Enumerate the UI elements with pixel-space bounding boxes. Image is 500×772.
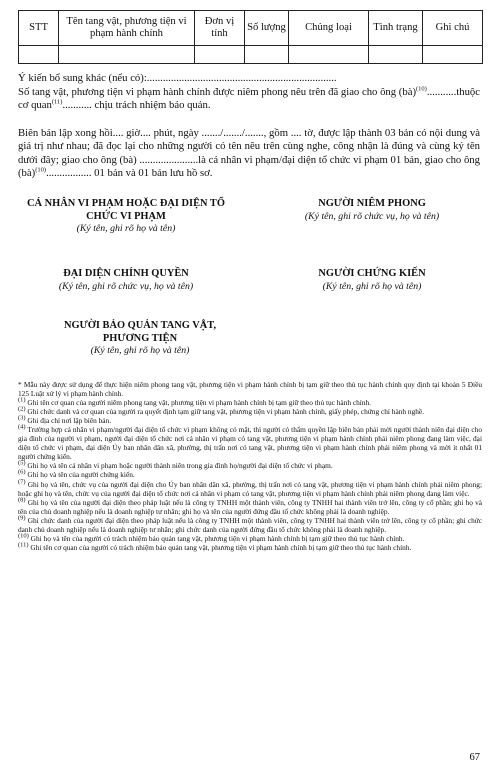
signature-title: NGƯỜI BẢO QUẢN TANG VẬT, PHƯƠNG TIỆN [63, 320, 217, 344]
footnote-item [18, 534, 482, 543]
footnote-item [18, 470, 482, 479]
seized-items-table [18, 10, 483, 64]
col-header-ghi-chu: Ghi chú [423, 11, 483, 46]
footnote-item [18, 425, 482, 461]
signature-block-violator [26, 198, 226, 235]
signature-block-authority [26, 268, 226, 293]
footnote-item [18, 516, 482, 534]
footnote-mark: (10) [18, 532, 29, 540]
footnote-mark: (8) [18, 496, 26, 504]
signature-block-sealer [272, 198, 472, 223]
col-header-chung-loai: Chủng loại [289, 11, 369, 46]
signature-instruction: (Ký tên, ghi rõ chức vụ, họ và tên) [304, 210, 440, 222]
footnote-item [18, 407, 482, 416]
page-number: 67 [469, 752, 480, 763]
signature-title: NGƯỜI CHỨNG KIẾN [318, 268, 426, 279]
footnote-mark: (11) [18, 541, 29, 549]
handover-text-3: ........... chịu trách nhiệm bảo quản. [62, 99, 211, 112]
signature-block-witness [272, 268, 472, 293]
handover-text-1: Số tang vật, phương tiện vi phạm hành chính được niêm phong nêu trên đã giao cho ông (bà) [18, 86, 417, 98]
footnote-item [18, 498, 482, 516]
footnote-text: Ghi họ và tên của người đại diện theo pháp luật nếu là công ty TNHH một thành viên, công ty TNHH hai thành viên trở lên, công ty cổ phần; ghi họ và tên của chủ doanh nghiệp nếu là doanh nghiệp tư nhân; ghi họ và tên của người đứng đầu tổ chức không phải là doanh nghiệp. [18, 497, 482, 516]
footnote-text: Ghi chức danh của người đại diện theo pháp luật nếu là công ty TNHH một thành viên, công ty TNHH hai thành viên trở lên, công ty cổ phần; ghi chức danh chủ doanh nghiệp nếu là doanh nghiệp tư nhân; ghi chức danh của người đứng đầu tổ chức không phải là doanh nghiệp. [18, 515, 482, 534]
footnote-item [18, 398, 482, 407]
handover-paragraph [18, 86, 480, 113]
footnote-item [18, 480, 482, 498]
footnote-text: Mẫu này được sử dụng để thực hiện niêm phong tang vật, phương tiện vi phạm hành chính bị tạm giữ theo thủ tục hành chính quy định tại khoản 5 Điều 125 Luật xử lý vi phạm hành chính. [18, 380, 482, 399]
signature-title: NGƯỜI NIÊM PHONG [318, 198, 426, 209]
closing-text-1: Biên bản lập xong hồi.... giờ.... phút, ngày ......./......./......., gồm .... tờ, được lập thành 03 bản có nội dung và giá trị như nhau; đã đọc lại cho những người có tên nêu trên cùng nghe, công nhận là đúng và cùng ký tên dưới đây; giao cho ông (bà) ......................là cá nhân vi phạm/đại diện tổ chức vi phạm 01 bản, giao cho ông (bà) [18, 127, 480, 180]
footnote-mark: (6) [18, 469, 26, 477]
footnote-item [18, 416, 482, 425]
table-cell [19, 46, 59, 64]
table-cell [245, 46, 289, 64]
table-cell [59, 46, 195, 64]
footnote-text: Trường hợp cá nhân vi phạm/người đại diện tổ chức vi phạm không có mặt, thì người có thẩm quyền lập biên bản phải mời người thành niên đại diện cho gia đình của người vi phạm, người đại diện tổ chức nơi cá nhân vi phạm có tang vật, phương tiện vi phạm hành chính phải niêm phong đang làm việc, đại diện tổ chức vi phạm, đại diện Ủy ban nhân dân xã, phường, thị trấn nơi có tang vật, phương tiện vi phạm hành chính phải niêm phong và mời ít nhất 01 người chứng kiến. [18, 425, 482, 462]
col-header-tinh-trang: Tình trạng [369, 11, 423, 46]
signature-title: CÁ NHÂN VI PHẠM HOẶC ĐẠI DIỆN TỔ CHỨC VI PHẠM [27, 198, 225, 222]
table-cell [195, 46, 245, 64]
table-header-row [19, 11, 483, 46]
col-header-ten-tang-vat: Tên tang vật, phương tiện vi phạm hành chính [59, 11, 195, 46]
footnotes [18, 380, 482, 552]
signature-instruction: (Ký tên, ghi rõ họ và tên) [76, 223, 176, 235]
table-cell [369, 46, 423, 64]
additional-opinion-line: Ý kiến bổ sung khác (nếu có):....................................................................... [18, 72, 337, 84]
footnote-mark: (2) [18, 405, 26, 413]
footnote-mark: * [18, 380, 22, 389]
footnote-ref-11: (11) [51, 98, 63, 106]
footnote-text: Ghi họ và tên cá nhân vi phạm hoặc người thành niên trong gia đình họ/người đại diện tổ chức vi phạm. [25, 461, 333, 471]
footnote-text: Ghi chức danh và cơ quan của người ra quyết định tạm giữ tang vật, phương tiện vi phạm hành chính, giấy phép, chứng chỉ hành nghề. [25, 407, 425, 417]
footnote-text: Ghi tên cơ quan của người có trách nhiệm bảo quản tang vật, phương tiện vi phạm hành chính bị tạm giữ theo thủ tục hành chính. [28, 542, 412, 552]
footnote-mark: (4) [18, 423, 26, 431]
footnote-mark: (9) [18, 514, 26, 522]
signature-instruction: (Ký tên, ghi rõ họ và tên) [90, 345, 190, 357]
table-cell [289, 46, 369, 64]
footnote-ref-10: (10) [416, 85, 427, 93]
footnote-text: Ghi địa chỉ nơi lập biên bản. [25, 416, 112, 426]
col-header-so-luong: Số lượng [245, 11, 289, 46]
signature-instruction: (Ký tên, ghi rõ họ và tên) [322, 280, 422, 292]
footnote-item [18, 543, 482, 552]
footnote-mark: (3) [18, 414, 26, 422]
handover-text-2: ...........thuộc cơ quan [18, 86, 480, 112]
footnote-item [18, 380, 482, 398]
footnote-mark: (7) [18, 478, 26, 486]
record-closing-paragraph [18, 127, 480, 181]
table-cell [423, 46, 483, 64]
footnote-text: Ghi tên cơ quan của người niêm phong tang vật, phương tiện vi phạm hành chính bị tạm giữ theo thủ tục hành chính. [25, 398, 372, 408]
footnote-text: Ghi họ và tên của người chứng kiến. [25, 470, 135, 480]
footnote-mark: (5) [18, 459, 26, 467]
footnote-text: Ghi họ và tên của người có trách nhiệm bảo quản tang vật, phương tiện vi phạm hành chính bị tạm giữ theo thủ tục hành chính. [28, 533, 405, 543]
closing-text-2: ................. 01 bản và 01 bản lưu hồ sơ. [46, 167, 213, 180]
signature-title: ĐẠI DIỆN CHÍNH QUYỀN [63, 268, 189, 279]
signature-block-custodian [50, 320, 230, 357]
col-header-stt: STT [19, 11, 59, 46]
footnote-text: Ghi họ và tên, chức vụ của người đại diện cho Ủy ban nhân dân xã, phường, thị trấn nơi có tang vật, phương tiện vi phạm hành chính phải niêm phong; hoặc ghi họ và tên, chức vụ của người đại diện tổ chức nơi cá nhân vi phạm có tang vật, phương tiện vi phạm hành chính phải niêm phong đang làm việc. [18, 479, 482, 498]
footnote-ref-10: (10) [35, 166, 47, 174]
table-row [19, 46, 483, 64]
signature-instruction: (Ký tên, ghi rõ chức vụ, họ và tên) [58, 280, 194, 292]
footnote-mark: (1) [18, 396, 26, 404]
col-header-don-vi-tinh: Đơn vị tính [195, 11, 245, 46]
